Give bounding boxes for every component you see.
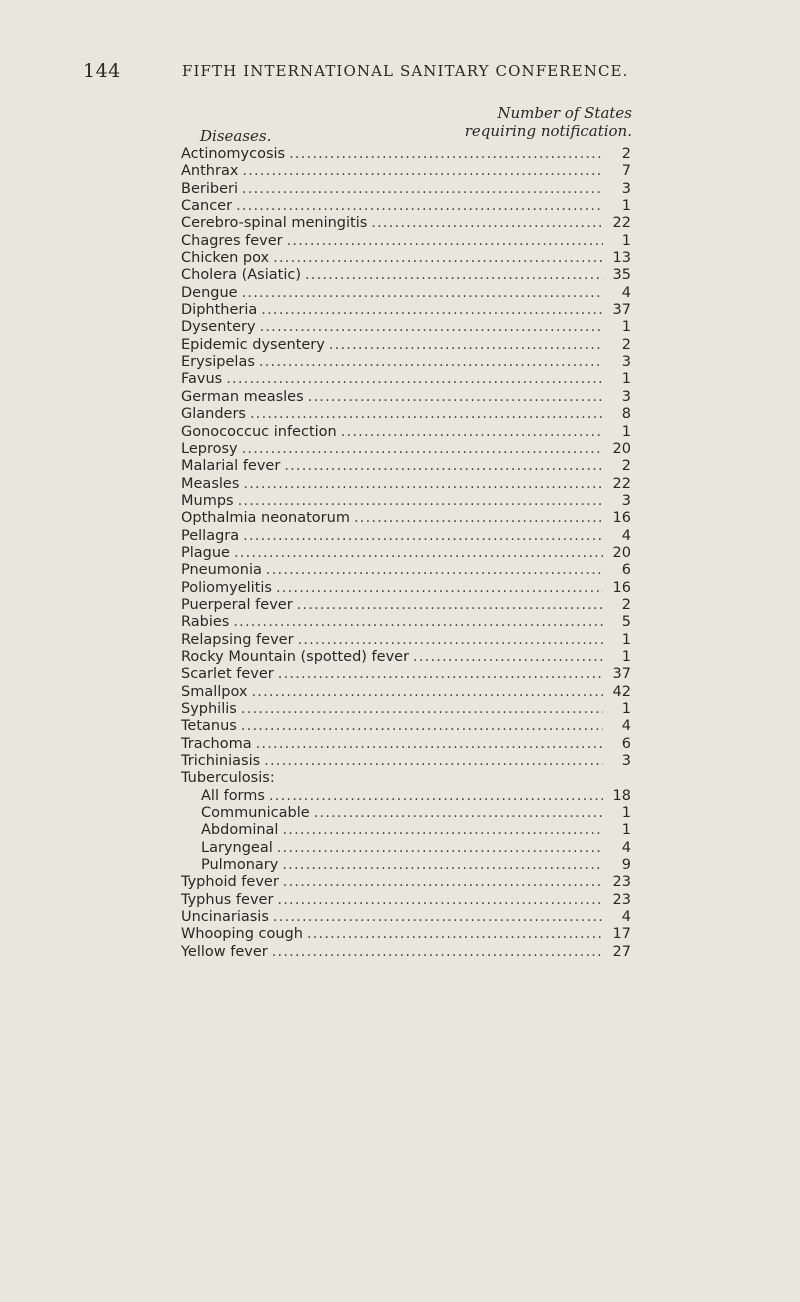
disease-row xyxy=(181,354,631,371)
state-count: 37 xyxy=(612,666,631,683)
disease-name: Rabies xyxy=(181,614,230,631)
state-count: 1 xyxy=(621,631,631,648)
state-count: 1 xyxy=(621,319,631,336)
disease-name: Puerperal fever xyxy=(181,596,293,613)
tuberculosis-heading xyxy=(181,770,631,787)
state-count: 5 xyxy=(621,614,631,631)
disease-row xyxy=(181,926,631,943)
dot-leader xyxy=(236,198,603,215)
disease-name: Uncinariasis xyxy=(181,909,269,926)
disease-row xyxy=(181,632,631,649)
disease-row xyxy=(181,684,631,701)
dot-leader xyxy=(242,285,603,302)
disease-row xyxy=(181,528,631,545)
disease-name: Actinomycosis xyxy=(181,146,286,162)
dot-leader xyxy=(308,389,603,406)
disease-row xyxy=(181,181,631,198)
state-count: 1 xyxy=(621,805,631,822)
disease-name: Gonococcuc infection xyxy=(181,423,337,440)
dot-leader xyxy=(297,597,603,614)
disease-name: Plague xyxy=(181,544,230,561)
state-count: 1 xyxy=(621,423,631,440)
disease-name: Dengue xyxy=(181,284,238,301)
dot-leader xyxy=(272,944,603,961)
tuberculosis-subrow xyxy=(181,822,631,839)
disease-name: Smallpox xyxy=(181,683,248,700)
dot-leader xyxy=(298,632,603,649)
dot-leader xyxy=(259,354,603,371)
disease-name: All forms xyxy=(201,787,265,804)
disease-row xyxy=(181,389,631,406)
state-count: 1 xyxy=(621,198,631,215)
disease-name: Beriberi xyxy=(181,180,238,197)
dot-leader xyxy=(238,493,603,510)
disease-row xyxy=(181,718,631,735)
disease-row xyxy=(181,545,631,562)
dot-leader xyxy=(266,562,603,579)
dot-leader xyxy=(282,857,603,874)
dot-leader xyxy=(284,458,603,475)
disease-row xyxy=(181,267,631,284)
disease-name: Scarlet fever xyxy=(181,666,274,683)
disease-row xyxy=(181,285,631,302)
disease-row xyxy=(181,146,631,163)
disease-name: Cerebro-spinal meningitis xyxy=(181,215,368,232)
state-count: 1 xyxy=(621,648,631,665)
disease-row xyxy=(181,597,631,614)
disease-name: Abdominal xyxy=(201,822,279,839)
disease-row xyxy=(181,198,631,215)
page-number: 144 xyxy=(83,60,121,82)
disease-row xyxy=(181,458,631,475)
disease-row xyxy=(181,163,631,180)
dot-leader xyxy=(233,614,603,631)
state-count: 22 xyxy=(612,475,631,492)
disease-row xyxy=(181,424,631,441)
dot-leader xyxy=(226,371,603,388)
disease-name: Whooping cough xyxy=(181,926,303,943)
dot-leader xyxy=(261,302,603,319)
dot-leader xyxy=(307,926,603,943)
disease-name: Poliomyelitis xyxy=(181,579,272,596)
dot-leader xyxy=(251,684,603,701)
disease-row xyxy=(181,874,631,891)
state-count: 3 xyxy=(621,388,631,405)
disease-table xyxy=(181,146,631,961)
disease-name: Dysentery xyxy=(181,319,256,336)
disease-name: Epidemic dysentery xyxy=(181,336,325,353)
disease-name: German measles xyxy=(181,388,304,405)
disease-row xyxy=(181,892,631,909)
state-count: 35 xyxy=(612,267,631,284)
dot-leader xyxy=(269,788,603,805)
disease-row xyxy=(181,233,631,250)
state-count: 16 xyxy=(612,510,631,527)
disease-name: Cholera (Asiatic) xyxy=(181,267,301,284)
disease-row xyxy=(181,371,631,388)
state-count: 8 xyxy=(621,406,631,423)
state-count: 4 xyxy=(621,718,631,735)
dot-leader xyxy=(260,319,603,336)
disease-name: Anthrax xyxy=(181,163,239,180)
state-count: 37 xyxy=(612,302,631,319)
disease-row xyxy=(181,250,631,267)
disease-name: Pellagra xyxy=(181,527,240,544)
dot-leader xyxy=(287,233,603,250)
state-count: 23 xyxy=(612,891,631,908)
disease-row xyxy=(181,649,631,666)
disease-name: Chagres fever xyxy=(181,232,283,249)
disease-name: Pulmonary xyxy=(201,857,279,874)
dot-leader xyxy=(276,580,603,597)
state-count: 2 xyxy=(621,146,631,162)
state-count: 23 xyxy=(612,874,631,891)
dot-leader xyxy=(242,181,603,198)
state-count: 1 xyxy=(621,371,631,388)
state-count: 42 xyxy=(612,683,631,700)
disease-name: Opthalmia neonatorum xyxy=(181,510,350,527)
disease-row xyxy=(181,319,631,336)
disease-row xyxy=(181,406,631,423)
dot-leader xyxy=(243,528,603,545)
state-count: 3 xyxy=(621,492,631,509)
state-count: 17 xyxy=(612,926,631,943)
disease-name: Glanders xyxy=(181,406,246,423)
column-header-diseases: Diseases. xyxy=(200,127,272,145)
dot-leader xyxy=(250,406,603,423)
disease-row xyxy=(181,215,631,232)
disease-name: Relapsing fever xyxy=(181,631,294,648)
state-count: 13 xyxy=(612,250,631,267)
dot-leader xyxy=(371,215,603,232)
dot-leader xyxy=(241,718,603,735)
disease-name: Chicken pox xyxy=(181,250,270,267)
state-count: 1 xyxy=(621,232,631,249)
disease-name: Communicable xyxy=(201,805,310,822)
running-head: FIFTH INTERNATIONAL SANITARY CONFERENCE. xyxy=(182,62,629,80)
dot-leader xyxy=(341,424,603,441)
disease-row xyxy=(181,580,631,597)
dot-leader xyxy=(329,337,603,354)
state-count: 6 xyxy=(621,562,631,579)
state-count: 1 xyxy=(621,822,631,839)
disease-row xyxy=(181,944,631,961)
dot-leader xyxy=(243,476,603,493)
dot-leader xyxy=(256,736,603,753)
dot-leader xyxy=(413,649,603,666)
dot-leader xyxy=(264,753,603,770)
state-count: 4 xyxy=(621,839,631,856)
disease-name: Typhus fever xyxy=(181,891,274,908)
state-count: 4 xyxy=(621,527,631,544)
disease-name: Cancer xyxy=(181,198,233,215)
dot-leader xyxy=(305,267,603,284)
disease-name: Yellow fever xyxy=(181,943,268,960)
disease-row xyxy=(181,562,631,579)
disease-row xyxy=(181,736,631,753)
state-count: 20 xyxy=(612,440,631,457)
disease-name: Leprosy xyxy=(181,440,238,457)
disease-name: Typhoid fever xyxy=(181,874,279,891)
disease-name: Erysipelas xyxy=(181,354,255,371)
dot-leader xyxy=(277,892,603,909)
dot-leader xyxy=(354,510,603,527)
disease-name: Measles xyxy=(181,475,240,492)
tuberculosis-subrow xyxy=(181,857,631,874)
column-header-states-line1: Number of States xyxy=(497,104,632,122)
state-count: 22 xyxy=(612,215,631,232)
state-count: 20 xyxy=(612,544,631,561)
disease-row xyxy=(181,476,631,493)
state-count: 6 xyxy=(621,735,631,752)
tuberculosis-subrow xyxy=(181,840,631,857)
dot-leader xyxy=(282,822,603,839)
disease-name: Syphilis xyxy=(181,701,237,717)
dot-leader xyxy=(242,441,603,458)
tuberculosis-subrow xyxy=(181,805,631,822)
disease-row xyxy=(181,701,631,718)
dot-leader xyxy=(314,805,603,822)
dot-leader xyxy=(242,163,603,180)
disease-row xyxy=(181,666,631,683)
state-count: 4 xyxy=(621,284,631,301)
state-count: 1 xyxy=(621,701,631,717)
disease-row xyxy=(181,441,631,458)
tuberculosis-subrow xyxy=(181,788,631,805)
state-count: 9 xyxy=(621,857,631,874)
dot-leader xyxy=(241,701,603,718)
disease-row xyxy=(181,614,631,631)
dot-leader xyxy=(234,545,603,562)
disease-row xyxy=(181,510,631,527)
state-count: 3 xyxy=(621,354,631,371)
disease-name: Rocky Mountain (spotted) fever xyxy=(181,648,410,665)
dot-leader xyxy=(278,666,603,683)
dot-leader xyxy=(273,250,603,267)
dot-leader xyxy=(289,146,603,163)
disease-name: Trichiniasis xyxy=(181,753,261,770)
disease-name: Mumps xyxy=(181,492,234,509)
column-header-states-line2: requiring notification. xyxy=(464,122,632,140)
state-count: 2 xyxy=(621,458,631,475)
state-count: 18 xyxy=(612,787,631,804)
state-count: 7 xyxy=(621,163,631,180)
disease-row xyxy=(181,753,631,770)
disease-name: Favus xyxy=(181,371,223,388)
disease-name: Malarial fever xyxy=(181,458,281,475)
dot-leader xyxy=(277,840,603,857)
state-count: 4 xyxy=(621,909,631,926)
state-count: 3 xyxy=(621,180,631,197)
state-count: 3 xyxy=(621,753,631,770)
disease-name: Trachoma xyxy=(181,735,252,752)
disease-name: Laryngeal xyxy=(201,839,273,856)
disease-row xyxy=(181,909,631,926)
column-header-states xyxy=(465,104,632,140)
dot-leader xyxy=(283,874,603,891)
state-count: 16 xyxy=(612,579,631,596)
disease-name: Pneumonia xyxy=(181,562,262,579)
disease-row xyxy=(181,493,631,510)
disease-name: Tetanus xyxy=(181,718,237,735)
disease-name: Diphtheria xyxy=(181,302,258,319)
disease-row xyxy=(181,337,631,354)
disease-row xyxy=(181,302,631,319)
tuberculosis-heading-label: Tuberculosis: xyxy=(181,770,275,787)
state-count: 2 xyxy=(621,596,631,613)
state-count: 2 xyxy=(621,336,631,353)
state-count: 27 xyxy=(612,943,631,960)
dot-leader xyxy=(273,909,603,926)
